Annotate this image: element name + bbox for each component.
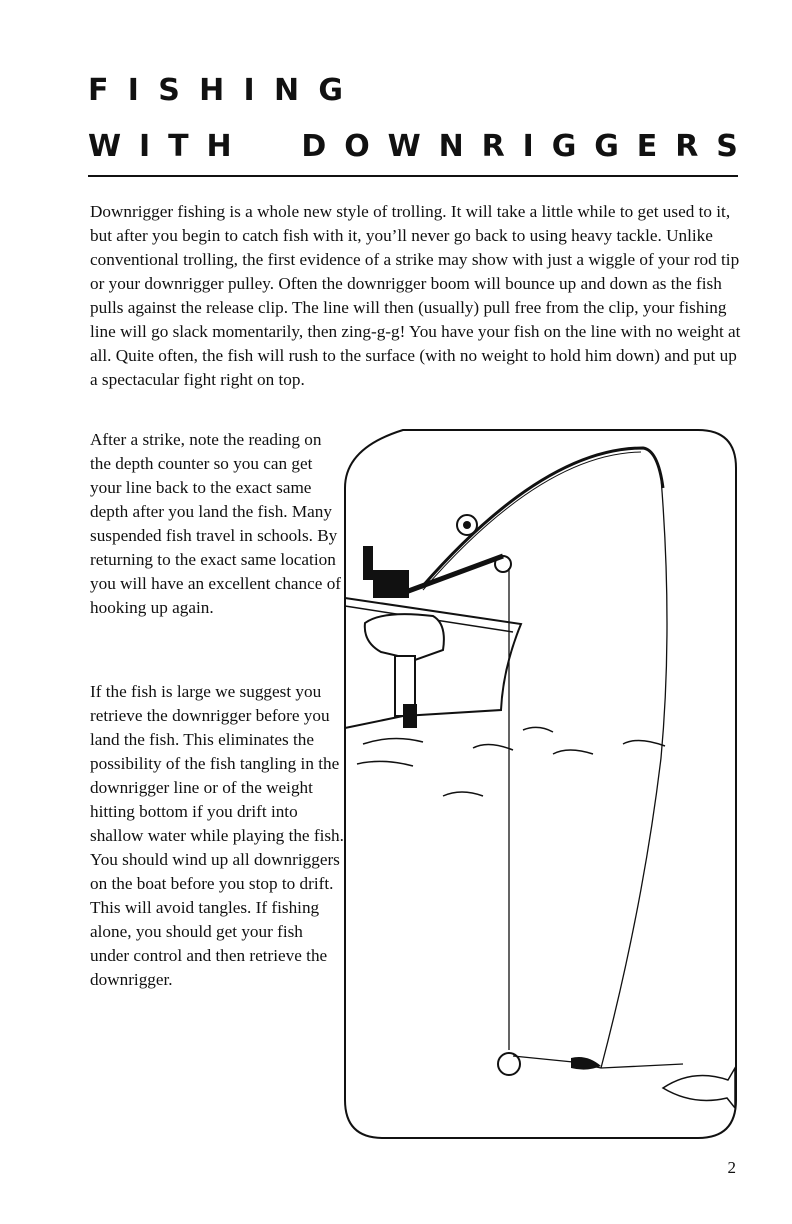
fishing-rod [421, 448, 663, 588]
title-line-1-letter: F [88, 73, 109, 108]
title-line-1-letter: G [318, 73, 343, 108]
illustration-frame [345, 430, 736, 1138]
title-line-2-letter: E [636, 129, 658, 164]
title-line-2-letter: W [387, 129, 421, 164]
intro-paragraph: Downrigger fishing is a whole new style of trolling. It will take a little while to get used to it, but after you begin to catch fish with it, you’ll never go back to using heavy tackle. Unlike conventional trolling, the first evidence of a strike may show with just a wiggle of your rod tip or your downrigger pulley. Often the downrigger boom will bounce up and down as the fish pulls against the release clip. The line will then (usually) pull free from the clip, your fishing line will go slack momentarily, then zing-g-g! You have your fish on the line with no weight at all. Quite often, the fish will rush to the surface (with no weight to hold him down) and put up a spectacular fight right on top. [90, 202, 741, 389]
title-line-2-letter: R [675, 129, 699, 164]
fishing-line [601, 478, 667, 1068]
downrigger-illustration [343, 428, 738, 1140]
title-line-2-letter: O [344, 129, 370, 164]
page-title-line-1 [88, 73, 343, 108]
column-paragraph-depth: After a strike, note the reading on the depth counter so you can get your line back to the exact same depth after you land the fish. Many suspended fish travel in schools. By returning to the exact same location you will have an excellent chance of hooking up again. [90, 430, 342, 617]
column-paragraph-retrieve: If the fish is large we suggest you retrieve the downrigger before you land the fish. This eliminates the possibility of the fish tangling in the downrigger line or of the weight hitting bottom if you drift into shallow water while playing the fish. You should wind up all downriggers on the boat before you stop to drift. This will avoid tangles. If fishing alone, you should get your fish under control and then retrieve the downrigger. [90, 682, 344, 989]
water-surface [357, 727, 665, 796]
title-line-1-letter: I [127, 73, 139, 108]
title-line-2-letter: H [206, 129, 232, 164]
outboard-motor [365, 614, 444, 660]
fish-icon [663, 1068, 735, 1108]
page-title-line-2 [88, 129, 738, 164]
title-line-2-letter: G [594, 129, 619, 164]
title-line-2-letter: T [168, 129, 189, 164]
title-line-2-letter: D [301, 129, 327, 164]
title-line-2-letter: S [716, 129, 738, 164]
title-line-2-letter: N [438, 129, 464, 164]
title-line-2-letter: R [481, 129, 505, 164]
title-line-2-letter: G [551, 129, 577, 164]
title-line-1-letter: I [243, 73, 255, 108]
title-rule [88, 175, 738, 177]
page-number: 2 [727, 1158, 736, 1177]
title-line-2-letter: I [522, 129, 534, 164]
lure-icon [571, 1057, 601, 1070]
title-line-1-letter: H [199, 73, 225, 108]
title-line-2-letter: I [139, 129, 151, 164]
downrigger-boom [403, 556, 503, 593]
title-word-gap [249, 132, 283, 162]
title-line-1-letter: S [158, 73, 180, 108]
title-line-1-letter: N [273, 73, 300, 108]
title-line-2-letter: W [88, 129, 122, 164]
